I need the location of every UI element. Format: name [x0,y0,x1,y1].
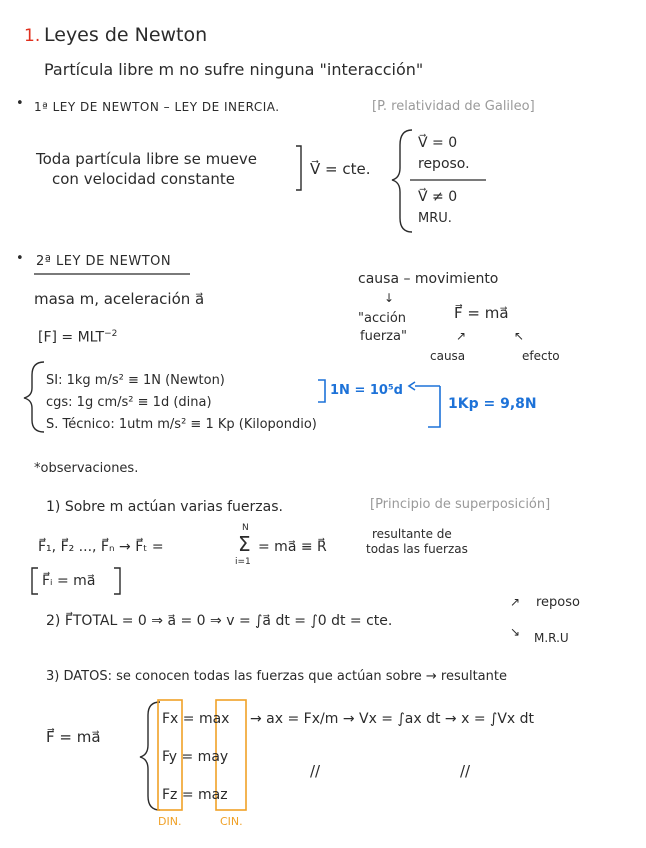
bracket-right [296,146,301,190]
obs-1-note: [Principio de superposición] [370,497,551,512]
sum-right: = ma⃗ ≡ R⃗ [258,539,327,555]
kp-relation: 1Kp = 9,8N [448,396,537,412]
efecto-label: efecto [522,349,560,363]
units-cgs: cgs: 1g cm/s² ≡ 1d (dina) [46,395,212,410]
law1-line1: Toda partícula libre se mueve [36,150,258,168]
law1-heading: 1ª LEY DE NEWTON – LEY DE INERCIA. [34,100,280,114]
law1-bullet: • [16,96,24,111]
boxed-bracket-left [32,568,38,594]
obs-2-arrow-down: ↘ [510,625,521,639]
units-si: SI: 1kg m/s² ≡ 1N (Newton) [46,373,225,388]
eq-ax-chain: → ax = Fx/m → Vx = ∫ax dt → x = ∫Vx dt [250,711,535,727]
arrow-to-efecto: ↖ [514,329,525,343]
components-brace [140,702,160,810]
obs-2-mru: M.R.U [534,631,569,645]
eq-fx: Fx = max [162,711,230,727]
obs-2-arrow-up: ↗ [510,595,521,609]
units-tecnico: S. Técnico: 1utm m/s² ≡ 1 Kp (Kilopondio) [46,417,317,432]
obs-2-reposo: reposo [536,595,580,610]
boxed-eq: F⃗ᵢ = ma⃗ [42,573,96,589]
case-a-v: V⃗ = 0 [418,135,458,151]
cin-label: CIN. [220,815,243,828]
resultante-1: resultante de [372,527,452,541]
eq-fy: Fy = may [162,749,229,765]
law2-dimension: $[F] = MLT^{-2}$ [38,329,118,346]
obs-3-fma: F⃗ = ma⃗ [46,728,101,746]
units-brace [24,362,44,432]
cases-brace [392,130,412,232]
law2-masa: masa m, aceleración a⃗ [34,290,205,308]
case-b-v: V⃗ ≠ 0 [418,189,458,205]
law1-line2: con velocidad constante [52,170,236,188]
n-dina-relation: 1N = 10⁵d [330,383,403,398]
parallel-1: // [310,762,321,780]
case-b-mru: MRU. [418,211,452,226]
sum-symbol: Σ [238,532,251,556]
boxed-bracket-right [114,568,120,594]
title-number: 1. [24,26,41,46]
law1-vconst: V⃗ = cte. [310,160,371,178]
blue-kp-arrow [428,386,440,427]
down-arrow: ↓ [384,291,395,305]
din-label: DIN. [158,815,182,828]
law2-heading: 2ª LEY DE NEWTON [36,254,172,269]
obs-3: 3) DATOS: se conocen todas las fuerzas que actúan sobre → resultante [46,669,507,684]
law1-note: [P. relatividad de Galileo] [372,99,535,114]
obs-heading: *observaciones. [34,461,139,476]
obs-1: 1) Sobre m actúan varias fuerzas. [46,499,283,515]
law2-fma: F⃗ = ma⃗ [454,304,509,322]
sum-top: N [242,523,249,533]
fuerza-label: fuerza" [360,329,407,344]
law2-bullet: • [16,251,24,266]
obs-2: 2) F⃗TOTAL = 0 ⇒ a⃗ = 0 ⇒ v = ∫a⃗ dt = ∫0 dt = cte. [46,613,393,629]
causa-label: causa [430,349,466,363]
blue-bracket [318,380,325,402]
accion-label: "acción [358,311,407,326]
causa-movimiento: causa – movimiento [358,271,499,287]
page-title: Leyes de Newton [44,24,208,46]
eq-fz: Fz = maz [162,787,228,803]
parallel-2: // [460,762,471,780]
resultante-2: todas las fuerzas [366,542,468,556]
subtitle: Partícula libre m no sufre ninguna "interacción" [44,60,424,79]
arrow-to-causa: ↗ [456,329,467,343]
case-a-reposo: reposo. [418,156,470,172]
sum-left: F⃗₁, F⃗₂ ..., F⃗ₙ → F⃗ₜ = [38,539,164,555]
sum-bottom: i=1 [235,557,251,567]
